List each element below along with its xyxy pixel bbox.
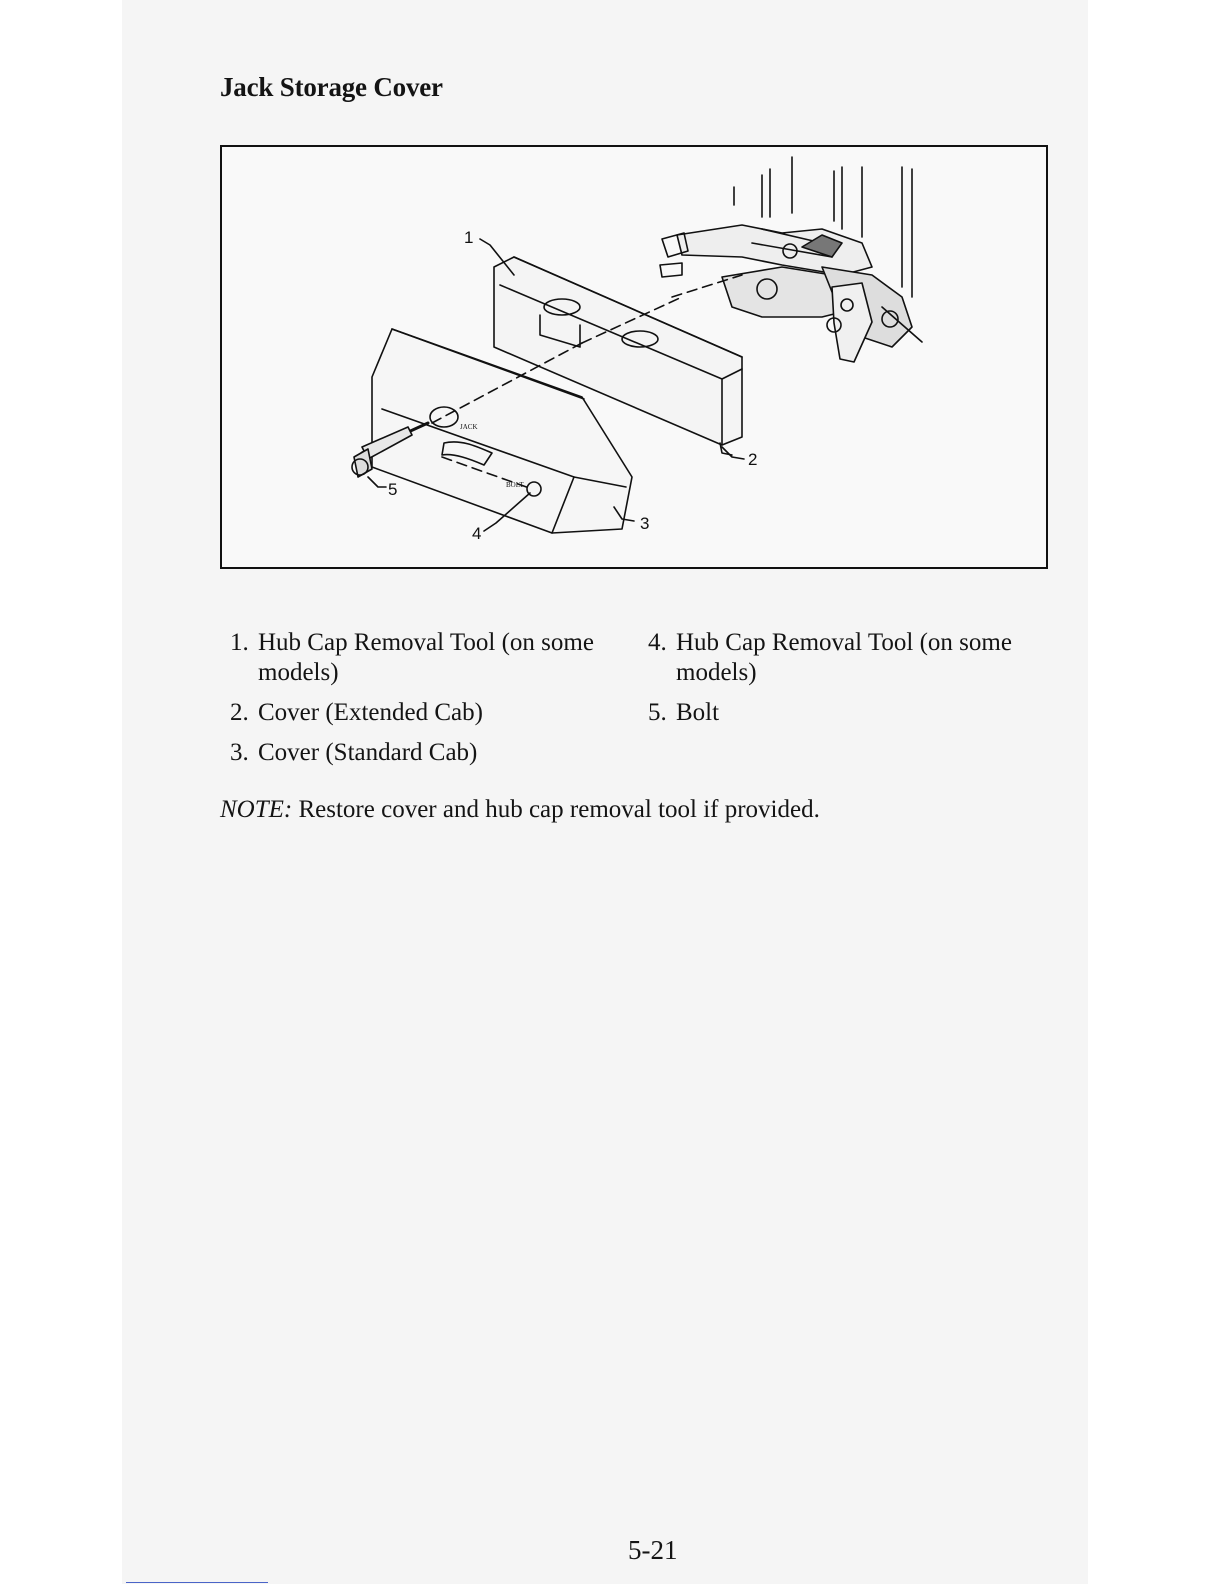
legend-left-column <box>222 628 648 778</box>
callout-5: 5 <box>388 480 398 499</box>
legend-item-text: Hub Cap Removal Tool (on some models) <box>676 629 1012 686</box>
svg-text:BOLT: BOLT <box>506 481 524 489</box>
page-number: 5-21 <box>628 1535 678 1565</box>
legend-item-number: 1. <box>230 629 249 656</box>
legend-item-text: Bolt <box>676 699 720 726</box>
page-title: Jack Storage Cover <box>220 72 443 102</box>
legend-item-text: Hub Cap Removal Tool (on some models) <box>258 629 594 686</box>
legend-item-number: 5. <box>648 699 667 726</box>
legend-item <box>640 628 1066 688</box>
callout-1: 1 <box>464 228 474 247</box>
callout-3: 3 <box>640 514 650 533</box>
legend-item <box>640 698 1066 728</box>
illustration-drawing <box>222 147 1046 567</box>
callout-4: 4 <box>472 524 482 543</box>
bottom-rule <box>126 1582 268 1583</box>
legend-item-number: 3. <box>230 739 249 766</box>
legend-item-text: Cover (Standard Cab) <box>258 739 478 766</box>
note-text: Restore cover and hub cap removal tool if provided. <box>298 796 820 823</box>
legend-item-number: 2. <box>230 699 249 726</box>
legend-item <box>222 628 648 688</box>
note-label: NOTE: <box>220 796 293 823</box>
svg-text:JACK: JACK <box>460 423 478 431</box>
note <box>220 796 820 824</box>
legend-item <box>222 698 648 728</box>
jack-storage-cover-illustration <box>220 145 1048 569</box>
legend-item-text: Cover (Extended Cab) <box>258 699 483 726</box>
legend-item <box>222 738 648 768</box>
legend-item-number: 4. <box>648 629 667 656</box>
legend-right-column <box>640 628 1066 738</box>
callout-2: 2 <box>748 450 758 469</box>
